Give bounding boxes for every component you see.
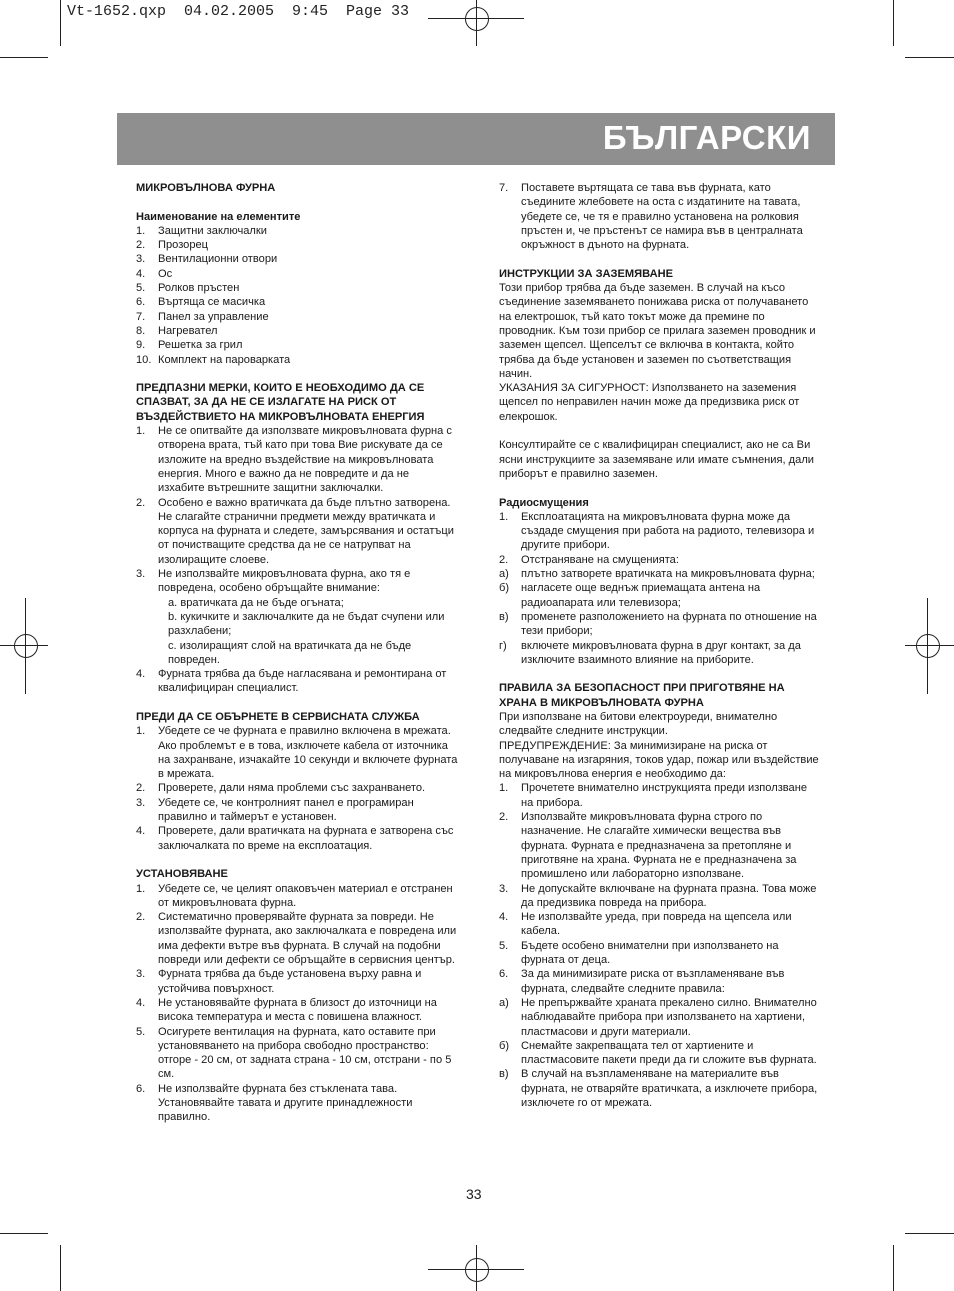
grounding-text: Този прибор трябва да бъде заземен. В случай на късо съединение заземяването понижава риска от получаването на електрошок, тъй като токът може да премине по проводник. Към този прибор се прилага заземен проводник и заземен щепсел. Щепселът се включва в контакта, който трябва да бъде установен и заземен по съответстващия начин. <box>499 282 816 380</box>
list-item-text: Панел за управление <box>158 310 269 323</box>
list-item-text: Прочетете внимателно инструкцията преди използване на прибора. <box>521 782 808 809</box>
list-item <box>499 882 821 911</box>
list-item-text: В случай на възпламеняване на материалите във фурната, не отваряйте вратичката, а изключете прибора, изключете го от мрежата. <box>521 1068 818 1109</box>
grounding-heading: ИНСТРУКЦИИ ЗА ЗАЗЕМЯВАНЕ <box>499 267 674 280</box>
list-item <box>499 567 821 581</box>
list-item-text: Не допускайте включване на фурната празна. Това може да предизвика повреда на прибора. <box>521 882 817 909</box>
sub-list-item: c. изолиращият слой на вратичката да не бъде повреден. <box>168 639 412 666</box>
list-item-number: 5. <box>136 1025 146 1038</box>
list-item-number: 6. <box>499 968 509 981</box>
rules-heading: ПРАВИЛА ЗА БЕЗОПАСНОСТ ПРИ ПРИГОТВЯНЕ НА ХРАНА В МИКРОВЪЛНОВАТА ФУРНА <box>499 682 785 709</box>
list-item-number: 3. <box>136 968 146 981</box>
list-item-number: 6. <box>136 1082 146 1095</box>
list-item-number: 1. <box>136 725 146 738</box>
grounding-safety: УКАЗАНИЯ ЗА СИГУРНОСТ: Използването на заземения щепсел по неправилен начин може да предизвика риск от елекрошок. <box>499 382 800 423</box>
left-column <box>136 181 458 1125</box>
list-item-text: Прозорец <box>158 239 209 252</box>
list-item <box>136 424 458 495</box>
list-item <box>499 610 821 639</box>
precautions-sublist <box>136 596 458 667</box>
list-item-text: Вентилационни отвори <box>158 253 278 266</box>
service-list <box>136 724 458 853</box>
list-item-number: 7. <box>136 310 146 323</box>
list-item-number: 1. <box>136 224 146 237</box>
list-item-text: Снемайте закрепващата тел от хартиените и пластмасовите пакети преди да ги сложите във фурната. <box>521 1039 817 1067</box>
list-item <box>136 1025 458 1082</box>
list-item-number: 1. <box>499 510 509 523</box>
list-item-text: Проверете, дали няма проблеми със захранването. <box>158 782 426 795</box>
rules-intro: При използване на битови електроуреди, внимателно следвайте следните инструкции. <box>499 710 778 738</box>
list-item <box>136 324 458 338</box>
list-item-text: Решетка за грил <box>158 339 243 352</box>
list-item-text: Бъдете особено внимателни при използването на фурната от деца. <box>521 939 779 967</box>
list-item <box>499 510 821 553</box>
list-item-text: Убедете се, че контролният панел е програмиран правилно и таймерът е установен. <box>158 796 414 824</box>
file-slug: Vt-1652.qxp 04.02.2005 9:45 Page 33 <box>67 3 410 20</box>
list-item-text: Фурната трябва да бъде нагласявана и ремонтирана от квалифициран специалист. <box>158 668 447 695</box>
list-item <box>499 781 821 810</box>
list-item-text: Експлоатацията на микровълновата фурна може да създаде смущения при работа на радиото, телевизора и другите прибори. <box>521 510 815 552</box>
radio-list <box>499 510 821 667</box>
list-item-number: 2. <box>136 782 146 795</box>
list-item-number: 6. <box>136 296 146 309</box>
list-item <box>136 796 458 825</box>
list-item-text: Нагревател <box>158 324 218 337</box>
list-item <box>499 581 821 610</box>
list-item <box>136 338 458 352</box>
list-item-number: 2. <box>136 911 146 924</box>
list-item <box>136 224 458 238</box>
radio-heading: Радиосмущения <box>499 496 589 509</box>
right-column <box>499 181 821 1110</box>
list-item <box>499 939 821 968</box>
list-item <box>136 295 458 309</box>
list-item-text: Отстраняване на смущенията: <box>521 553 679 566</box>
list-item-number: 5. <box>136 282 146 295</box>
list-item-number: 8. <box>136 324 146 337</box>
list-item-number: 9. <box>136 339 146 352</box>
list-item-text: Не използвайте уреда, при повреда на щепсела или кабела. <box>521 911 792 938</box>
grounding-consult: Консултирайте се с квалифициран специалист, ако не са Ви ясни инструкциите за заземяване или имате съмнения, дали приборът е правилно заземен. <box>499 439 814 480</box>
list-item <box>499 996 821 1039</box>
list-item-text: Защитни заключалки <box>158 224 267 237</box>
precautions-list <box>136 424 458 596</box>
list-item-text: Въртяща се масичка <box>158 296 266 309</box>
list-item-number: 2. <box>499 553 509 566</box>
list-item <box>136 238 458 252</box>
list-item <box>499 639 821 668</box>
list-item-number: 3. <box>136 568 146 581</box>
list-item <box>499 910 821 939</box>
list-item-text: Ролков пръстен <box>158 282 240 295</box>
list-item-number: б) <box>499 1039 510 1052</box>
list-item <box>136 996 458 1025</box>
list-item-text: Използвайте микровълновата фурна строго по назначение. Не слагайте химически вещества във фурната. Фурната е предназначена за претопляне и приготвяне на храна. Фурната не е предназначена за промишлено или лабораторно използване. <box>521 811 797 881</box>
list-item <box>499 1039 821 1068</box>
list-item <box>499 181 821 252</box>
list-item-text: Убедете се че фурната е правилно включена в мрежата. Ако проблемът е в това, изключете кабела от източника на захранване, изчакайте 10 секунди и включете фурната в мрежата. <box>158 725 458 781</box>
list-item-text: Проверете, дали вратичката на фурната е затворена със заключалката по време на експлоатация. <box>158 825 454 852</box>
list-item-number: 4. <box>136 825 146 838</box>
rules-warning: ПРЕДУПРЕЖДЕНИЕ: За минимизиране на риска от получаване на изгаряния, токов удар, пожар или въздействие на микровълнова енергия е необходимо да: <box>499 739 819 781</box>
list-item-number: 4. <box>499 911 509 924</box>
list-item-text: Особено е важно вратичката да бъде плътно затворена. Не слагайте странични предмети между вратичката и корпуса на фурната и следете, замърсявания и остатъци от почистващите средства да не се натрупват на изолиращите слоеве. <box>158 496 454 566</box>
list-item-number: а) <box>499 568 509 581</box>
list-item-number: 3. <box>136 253 146 266</box>
list-item-text: Систематично проверявайте фурната за повреди. Не използвайте фурната, ако заключалката е повредена или има дефекти вътре във фурната. В случай на подобни повреди или дефекти се обръщайте в сервисния център. <box>158 911 457 967</box>
list-item-number: 1. <box>136 425 146 438</box>
sub-list-item: a. вратичката да не бъде огъната; <box>168 596 344 609</box>
section-title: МИКРОВЪЛНОВА ФУРНА <box>136 182 276 194</box>
list-item-number: 2. <box>136 496 146 509</box>
list-item-number: 7. <box>499 182 509 194</box>
install-heading: УСТАНОВЯВАНЕ <box>136 868 228 881</box>
list-item-text: Не използвайте фурната без стъклената тава. Установявайте тавата и другите принадлежности правилно. <box>158 1082 413 1124</box>
list-item-number: 4. <box>136 996 146 1009</box>
list-item-number: в) <box>499 1068 509 1081</box>
list-item-text: Убедете се, че целият опаковъчен материал е отстранен от микровълновата фурна. <box>158 882 453 909</box>
list-item-text: За да минимизирате риска от възпламеняване във фурната, следвайте следните правила: <box>521 968 785 995</box>
list-item <box>499 810 821 881</box>
list-item <box>499 967 821 996</box>
list-item-number: б) <box>499 582 510 595</box>
list-item-text: Не препържвайте храната прекалено силно. Внимателно наблюдавайте прибора при използването на хартиени, пластмасови и други материали. <box>521 996 817 1038</box>
list-item-text: Поставете въртящата се тава във фурната, като съедините жлебовете на оста с издатините на тавата, убедете се, че тя е правилно установена на ролковия пръстен и, че пръстенът се намира във в централната окръжност в дъното на фурната. <box>521 182 803 252</box>
list-item-text: Осигурете вентилация на фурната, като оставите при установяването на прибора свободно пространство: отгоре - 20 см, от задната страна - 10 см, отстрани - по 5 см. <box>158 1025 452 1081</box>
list-item-number: 4. <box>136 668 146 681</box>
list-item <box>136 496 458 567</box>
list-item-text: Комплект на пароварката <box>158 353 291 366</box>
list-item <box>136 824 458 853</box>
list-item <box>499 553 821 567</box>
list-item-number: а) <box>499 996 509 1009</box>
list-item-text: включете микровълновата фурна в друг контакт, за да изключите взаимното влияние на приборите. <box>521 639 801 666</box>
language-banner <box>117 113 835 165</box>
list-item-text: плътно затворете вратичката на микровълновата фурна; <box>521 568 815 581</box>
list-item-number: 3. <box>136 796 146 809</box>
rules-list <box>499 781 821 1110</box>
list-item-number: 2. <box>499 811 509 824</box>
banner-title: БЪЛГАРСКИ <box>602 119 811 156</box>
list-item-number: 2. <box>136 239 146 252</box>
service-heading: ПРЕДИ ДА СЕ ОБЪРНЕТЕ В СЕРВИСНАТА СЛУЖБА <box>136 710 420 723</box>
list-item <box>136 781 458 795</box>
list-item-text: Фурната трябва да бъде установена върху равна и устойчива повърхност. <box>158 968 422 995</box>
list-item <box>136 667 458 696</box>
list-item <box>136 967 458 996</box>
list-item-number: 1. <box>136 882 146 895</box>
list-item-text: Не използвайте микровълновата фурна, ако тя е повредена, особено обръщайте внимание: <box>158 568 411 595</box>
list-item-number: 1. <box>499 782 509 795</box>
list-item <box>136 267 458 281</box>
precautions-heading: ПРЕДПАЗНИ МЕРКИ, КОИТО Е НЕОБХОДИМО ДА СЕ СПАЗВАТ, ЗА ДА НЕ СЕ ИЗЛАГАТЕ НА РИСК ОТ ВЪЗДЕЙСТВИЕТО НА МИКРОВЪЛНОВАТА ЕНЕРГИЯ <box>136 382 425 423</box>
list-item <box>136 724 458 781</box>
list-item <box>136 281 458 295</box>
list-item-number: 3. <box>499 882 509 895</box>
list-item <box>136 252 458 266</box>
list-item <box>499 1067 821 1110</box>
list-item <box>136 353 458 367</box>
list-item-number: 5. <box>499 939 509 952</box>
list-item-text: Не установявайте фурната в близост до източници на висока температура и места с повишена влажност. <box>158 996 437 1024</box>
list-item <box>136 567 458 596</box>
list-item <box>136 910 458 967</box>
list-item-number: в) <box>499 610 509 623</box>
page-number: 33 <box>466 1186 482 1202</box>
parts-heading: Наименование на елементите <box>136 210 301 223</box>
list-item-text: Не се опитвайте да използвате микровълновата фурна с отворена врата, тъй като при това Вие рискувате да се изложите на вредно въздействие на микровълновата енергия. Много е важно да не повредите и да не изхабите вътрешните защитни заключалки. <box>158 425 452 495</box>
list-item-text: променете разположението на фурната по отношение на тези прибори; <box>521 610 817 638</box>
list-item-number: г) <box>499 639 507 652</box>
list-item-text: Ос <box>158 267 173 280</box>
parts-list <box>136 224 458 367</box>
list-item-text: нагласете още веднъж приемащата антена на радиоапарата или телевизора; <box>521 582 761 609</box>
sub-list-item: b. кукичките и заключалките да не бъдат счупени или разхлабени; <box>168 610 445 638</box>
list-item-number: 4. <box>136 267 146 280</box>
install-list <box>136 882 458 1125</box>
list-item <box>136 310 458 324</box>
list-item-number: 10. <box>136 353 152 366</box>
list-item <box>136 882 458 911</box>
list-item <box>136 1082 458 1125</box>
